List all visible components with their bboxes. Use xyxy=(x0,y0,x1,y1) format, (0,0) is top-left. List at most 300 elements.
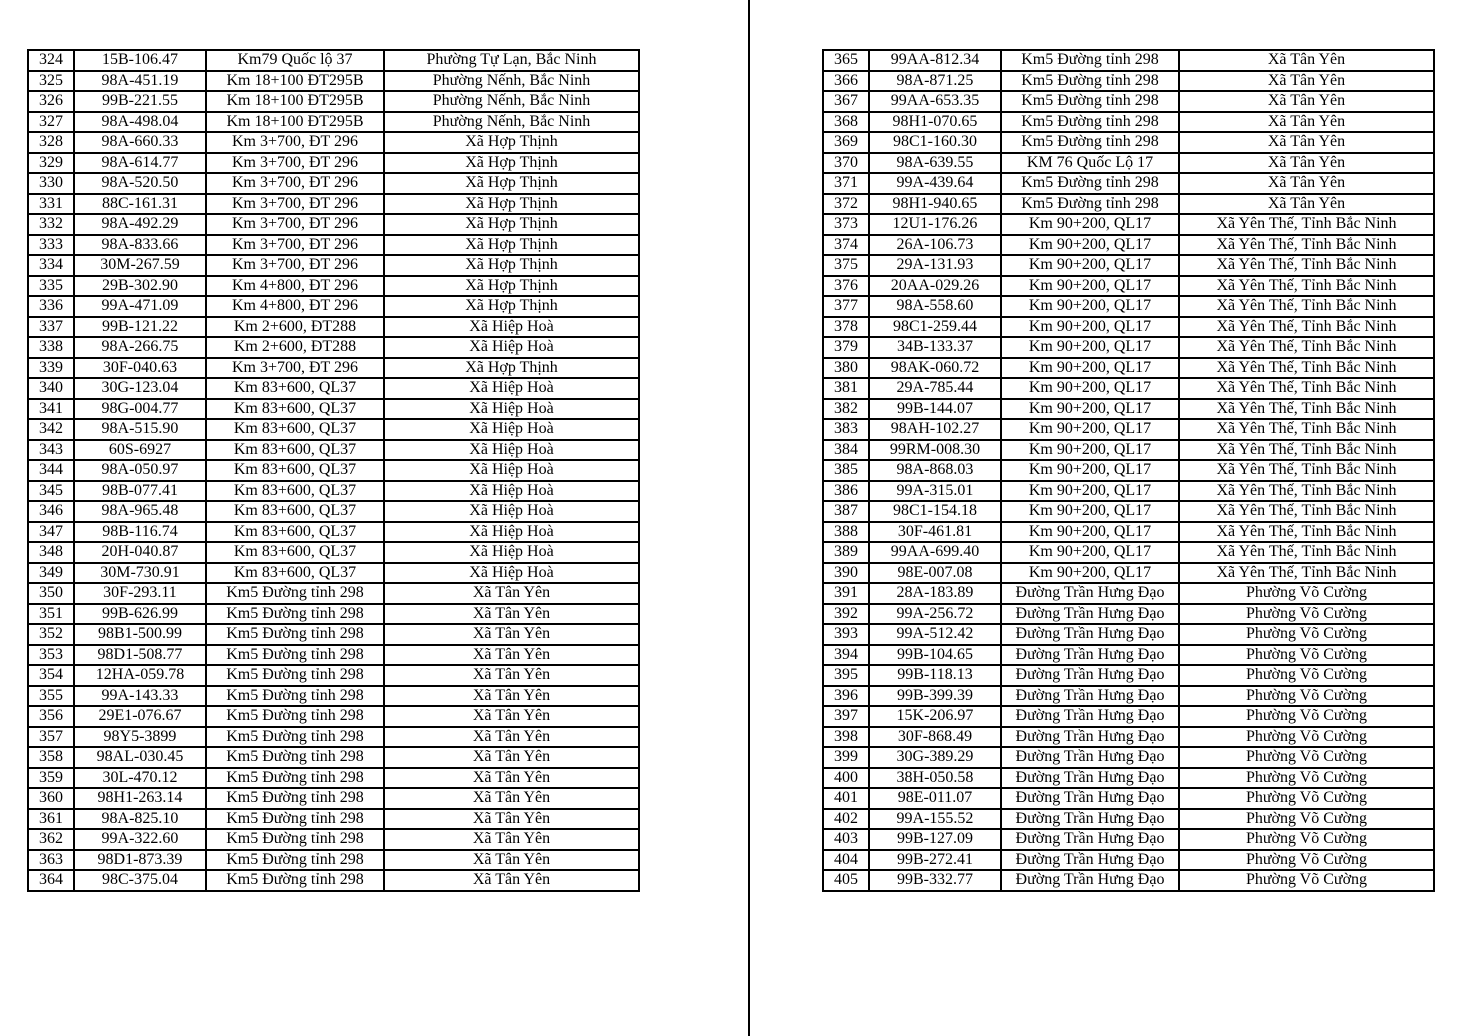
location-cell: Km5 Đường tỉnh 298 xyxy=(1001,91,1179,112)
location-cell: Km 2+600, ĐT288 xyxy=(206,317,384,338)
table-row xyxy=(823,358,1434,379)
ward-cell: Xã Yên Thế, Tỉnh Bắc Ninh xyxy=(1179,419,1434,440)
table-row xyxy=(823,604,1434,625)
location-cell: Đường Trần Hưng Đạo xyxy=(1001,809,1179,830)
location-cell: Km 83+600, QL37 xyxy=(206,399,384,420)
location-cell: Km5 Đường tỉnh 298 xyxy=(206,665,384,686)
ward-cell: Xã Tân Yên xyxy=(384,747,639,768)
location-cell: Km 90+200, QL17 xyxy=(1001,563,1179,584)
table-row xyxy=(28,91,639,112)
ward-cell: Xã Yên Thế, Tỉnh Bắc Ninh xyxy=(1179,481,1434,502)
location-cell: Km5 Đường tỉnh 298 xyxy=(1001,112,1179,133)
plate-number-cell: 98B-077.41 xyxy=(74,481,206,502)
row-number-cell: 337 xyxy=(28,317,74,338)
row-number-cell: 371 xyxy=(823,173,869,194)
plate-number-cell: 29A-785.44 xyxy=(869,378,1001,399)
location-cell: Km 90+200, QL17 xyxy=(1001,460,1179,481)
ward-cell: Xã Yên Thế, Tỉnh Bắc Ninh xyxy=(1179,255,1434,276)
table-row xyxy=(823,563,1434,584)
row-number-cell: 352 xyxy=(28,624,74,645)
location-cell: Đường Trần Hưng Đạo xyxy=(1001,747,1179,768)
plate-number-cell: 98H1-070.65 xyxy=(869,112,1001,133)
location-cell: Km5 Đường tỉnh 298 xyxy=(206,850,384,871)
row-number-cell: 358 xyxy=(28,747,74,768)
location-cell: Km5 Đường tỉnh 298 xyxy=(206,747,384,768)
location-cell: Km5 Đường tỉnh 298 xyxy=(1001,50,1179,71)
row-number-cell: 382 xyxy=(823,399,869,420)
location-cell: Km 3+700, ĐT 296 xyxy=(206,153,384,174)
ward-cell: Xã Tân Yên xyxy=(384,665,639,686)
row-number-cell: 386 xyxy=(823,481,869,502)
ward-cell: Xã Hợp Thịnh xyxy=(384,214,639,235)
ward-cell: Xã Hợp Thịnh xyxy=(384,153,639,174)
plate-number-cell: 99B-332.77 xyxy=(869,870,1001,891)
row-number-cell: 370 xyxy=(823,153,869,174)
table-row xyxy=(28,747,639,768)
location-cell: Km5 Đường tỉnh 298 xyxy=(206,768,384,789)
table-row xyxy=(28,686,639,707)
plate-number-cell: 98A-558.60 xyxy=(869,296,1001,317)
location-cell: Km 3+700, ĐT 296 xyxy=(206,255,384,276)
row-number-cell: 367 xyxy=(823,91,869,112)
row-number-cell: 393 xyxy=(823,624,869,645)
location-cell: Km 83+600, QL37 xyxy=(206,522,384,543)
table-row xyxy=(28,440,639,461)
table-row xyxy=(823,317,1434,338)
ward-cell: Xã Tân Yên xyxy=(384,604,639,625)
table-row xyxy=(28,501,639,522)
plate-number-cell: 88C-161.31 xyxy=(74,194,206,215)
ward-cell: Xã Hiệp Hoà xyxy=(384,542,639,563)
ward-cell: Xã Tân Yên xyxy=(384,850,639,871)
row-number-cell: 324 xyxy=(28,50,74,71)
row-number-cell: 399 xyxy=(823,747,869,768)
plate-number-cell: 98H1-263.14 xyxy=(74,788,206,809)
table-row xyxy=(823,583,1434,604)
ward-cell: Phường Võ Cường xyxy=(1179,686,1434,707)
table-row xyxy=(823,112,1434,133)
plate-number-cell: 98C1-154.18 xyxy=(869,501,1001,522)
row-number-cell: 387 xyxy=(823,501,869,522)
ward-cell: Phường Nếnh, Bắc Ninh xyxy=(384,112,639,133)
table-row xyxy=(823,132,1434,153)
ward-cell: Xã Hiệp Hoà xyxy=(384,378,639,399)
plate-number-cell: 98Y5-3899 xyxy=(74,727,206,748)
ward-cell: Xã Tân Yên xyxy=(1179,173,1434,194)
location-cell: Km 83+600, QL37 xyxy=(206,378,384,399)
location-cell: Đường Trần Hưng Đạo xyxy=(1001,706,1179,727)
table-row xyxy=(28,542,639,563)
ward-cell: Phường Võ Cường xyxy=(1179,665,1434,686)
plate-number-cell: 12HA-059.78 xyxy=(74,665,206,686)
violations-table-left xyxy=(27,49,640,892)
ward-cell: Phường Võ Cường xyxy=(1179,768,1434,789)
ward-cell: Xã Tân Yên xyxy=(1179,50,1434,71)
plate-number-cell: 30G-123.04 xyxy=(74,378,206,399)
ward-cell: Xã Hợp Thịnh xyxy=(384,173,639,194)
row-number-cell: 342 xyxy=(28,419,74,440)
ward-cell: Xã Hiệp Hoà xyxy=(384,317,639,338)
plate-number-cell: 98D1-508.77 xyxy=(74,645,206,666)
row-number-cell: 385 xyxy=(823,460,869,481)
table-row xyxy=(28,768,639,789)
row-number-cell: 405 xyxy=(823,870,869,891)
location-cell: Đường Trần Hưng Đạo xyxy=(1001,788,1179,809)
ward-cell: Xã Yên Thế, Tỉnh Bắc Ninh xyxy=(1179,542,1434,563)
plate-number-cell: 99B-626.99 xyxy=(74,604,206,625)
ward-cell: Phường Võ Cường xyxy=(1179,604,1434,625)
location-cell: Km 90+200, QL17 xyxy=(1001,419,1179,440)
row-number-cell: 397 xyxy=(823,706,869,727)
table-row xyxy=(28,624,639,645)
plate-number-cell: 29B-302.90 xyxy=(74,276,206,297)
ward-cell: Xã Yên Thế, Tỉnh Bắc Ninh xyxy=(1179,440,1434,461)
location-cell: Km 90+200, QL17 xyxy=(1001,501,1179,522)
table-row xyxy=(823,522,1434,543)
row-number-cell: 394 xyxy=(823,645,869,666)
table-row xyxy=(28,317,639,338)
table-row xyxy=(28,235,639,256)
location-cell: Km5 Đường tỉnh 298 xyxy=(1001,132,1179,153)
plate-number-cell: 98E-011.07 xyxy=(869,788,1001,809)
location-cell: Đường Trần Hưng Đạo xyxy=(1001,645,1179,666)
row-number-cell: 366 xyxy=(823,71,869,92)
plate-number-cell: 99A-256.72 xyxy=(869,604,1001,625)
plate-number-cell: 30F-040.63 xyxy=(74,358,206,379)
table-row xyxy=(823,747,1434,768)
location-cell: Km 18+100 ĐT295B xyxy=(206,112,384,133)
table-row xyxy=(823,686,1434,707)
table-row xyxy=(823,870,1434,891)
table-row xyxy=(823,71,1434,92)
table-row xyxy=(823,419,1434,440)
location-cell: Đường Trần Hưng Đạo xyxy=(1001,624,1179,645)
ward-cell: Phường Võ Cường xyxy=(1179,870,1434,891)
location-cell: Km5 Đường tỉnh 298 xyxy=(206,583,384,604)
table-row xyxy=(28,358,639,379)
table-row xyxy=(28,665,639,686)
row-number-cell: 326 xyxy=(28,91,74,112)
ward-cell: Phường Võ Cường xyxy=(1179,809,1434,830)
plate-number-cell: 99A-439.64 xyxy=(869,173,1001,194)
ward-cell: Xã Hợp Thịnh xyxy=(384,235,639,256)
location-cell: Đường Trần Hưng Đạo xyxy=(1001,829,1179,850)
location-cell: Km 3+700, ĐT 296 xyxy=(206,194,384,215)
ward-cell: Xã Tân Yên xyxy=(384,870,639,891)
table-row xyxy=(823,481,1434,502)
location-cell: Km5 Đường tỉnh 298 xyxy=(206,809,384,830)
ward-cell: Phường Nếnh, Bắc Ninh xyxy=(384,91,639,112)
table-row xyxy=(28,583,639,604)
row-number-cell: 355 xyxy=(28,686,74,707)
table-row xyxy=(823,542,1434,563)
table-row xyxy=(823,501,1434,522)
location-cell: Km5 Đường tỉnh 298 xyxy=(1001,71,1179,92)
location-cell: Đường Trần Hưng Đạo xyxy=(1001,583,1179,604)
ward-cell: Xã Tân Yên xyxy=(384,768,639,789)
row-number-cell: 396 xyxy=(823,686,869,707)
row-number-cell: 338 xyxy=(28,337,74,358)
table-row xyxy=(823,809,1434,830)
ward-cell: Xã Yên Thế, Tỉnh Bắc Ninh xyxy=(1179,235,1434,256)
location-cell: Km 83+600, QL37 xyxy=(206,481,384,502)
plate-number-cell: 99A-471.09 xyxy=(74,296,206,317)
ward-cell: Xã Yên Thế, Tỉnh Bắc Ninh xyxy=(1179,563,1434,584)
ward-cell: Xã Tân Yên xyxy=(384,727,639,748)
location-cell: Km 83+600, QL37 xyxy=(206,542,384,563)
plate-number-cell: 99A-315.01 xyxy=(869,481,1001,502)
ward-cell: Xã Tân Yên xyxy=(384,645,639,666)
ward-cell: Xã Yên Thế, Tỉnh Bắc Ninh xyxy=(1179,460,1434,481)
plate-number-cell: 99AA-653.35 xyxy=(869,91,1001,112)
location-cell: Km 3+700, ĐT 296 xyxy=(206,358,384,379)
row-number-cell: 329 xyxy=(28,153,74,174)
ward-cell: Xã Hiệp Hoà xyxy=(384,419,639,440)
table-row xyxy=(28,255,639,276)
table-row xyxy=(823,194,1434,215)
table-row xyxy=(823,768,1434,789)
plate-number-cell: 98AK-060.72 xyxy=(869,358,1001,379)
table-row xyxy=(28,419,639,440)
violations-table-right xyxy=(822,49,1435,892)
plate-number-cell: 99AA-812.34 xyxy=(869,50,1001,71)
location-cell: Km 90+200, QL17 xyxy=(1001,255,1179,276)
location-cell: Km5 Đường tỉnh 298 xyxy=(206,829,384,850)
table-row xyxy=(823,399,1434,420)
ward-cell: Xã Yên Thế, Tỉnh Bắc Ninh xyxy=(1179,337,1434,358)
row-number-cell: 374 xyxy=(823,235,869,256)
table-row xyxy=(28,153,639,174)
location-cell: Km 90+200, QL17 xyxy=(1001,235,1179,256)
row-number-cell: 388 xyxy=(823,522,869,543)
plate-number-cell: 98C-375.04 xyxy=(74,870,206,891)
row-number-cell: 380 xyxy=(823,358,869,379)
row-number-cell: 381 xyxy=(823,378,869,399)
plate-number-cell: 98A-868.03 xyxy=(869,460,1001,481)
plate-number-cell: 38H-050.58 xyxy=(869,768,1001,789)
table-row xyxy=(823,255,1434,276)
plate-number-cell: 99AA-699.40 xyxy=(869,542,1001,563)
table-row xyxy=(823,296,1434,317)
location-cell: Km 83+600, QL37 xyxy=(206,419,384,440)
table-row xyxy=(28,850,639,871)
ward-cell: Xã Hiệp Hoà xyxy=(384,399,639,420)
row-number-cell: 333 xyxy=(28,235,74,256)
table-row xyxy=(823,378,1434,399)
ward-cell: Xã Hiệp Hoà xyxy=(384,563,639,584)
plate-number-cell: 30G-389.29 xyxy=(869,747,1001,768)
row-number-cell: 347 xyxy=(28,522,74,543)
row-number-cell: 357 xyxy=(28,727,74,748)
location-cell: Km5 Đường tỉnh 298 xyxy=(206,727,384,748)
plate-number-cell: 99B-121.22 xyxy=(74,317,206,338)
table-row xyxy=(28,604,639,625)
location-cell: Km 90+200, QL17 xyxy=(1001,276,1179,297)
plate-number-cell: 99A-143.33 xyxy=(74,686,206,707)
ward-cell: Xã Hợp Thịnh xyxy=(384,255,639,276)
location-cell: Km 3+700, ĐT 296 xyxy=(206,214,384,235)
row-number-cell: 369 xyxy=(823,132,869,153)
table-row xyxy=(28,296,639,317)
table-row xyxy=(28,788,639,809)
table-row xyxy=(28,481,639,502)
row-number-cell: 390 xyxy=(823,563,869,584)
location-cell: Km 90+200, QL17 xyxy=(1001,481,1179,502)
location-cell: Đường Trần Hưng Đạo xyxy=(1001,665,1179,686)
plate-number-cell: 98AL-030.45 xyxy=(74,747,206,768)
plate-number-cell: 98H1-940.65 xyxy=(869,194,1001,215)
row-number-cell: 377 xyxy=(823,296,869,317)
plate-number-cell: 98C1-160.30 xyxy=(869,132,1001,153)
plate-number-cell: 99RM-008.30 xyxy=(869,440,1001,461)
table-row xyxy=(823,706,1434,727)
location-cell: Đường Trần Hưng Đạo xyxy=(1001,604,1179,625)
row-number-cell: 344 xyxy=(28,460,74,481)
table-row xyxy=(823,727,1434,748)
row-number-cell: 372 xyxy=(823,194,869,215)
table-row xyxy=(823,850,1434,871)
table-row xyxy=(28,214,639,235)
plate-number-cell: 99A-155.52 xyxy=(869,809,1001,830)
plate-number-cell: 98A-833.66 xyxy=(74,235,206,256)
plate-number-cell: 99A-512.42 xyxy=(869,624,1001,645)
ward-cell: Xã Yên Thế, Tỉnh Bắc Ninh xyxy=(1179,317,1434,338)
plate-number-cell: 20AA-029.26 xyxy=(869,276,1001,297)
row-number-cell: 401 xyxy=(823,788,869,809)
row-number-cell: 362 xyxy=(28,829,74,850)
plate-number-cell: 29E1-076.67 xyxy=(74,706,206,727)
location-cell: Km 90+200, QL17 xyxy=(1001,522,1179,543)
row-number-cell: 332 xyxy=(28,214,74,235)
plate-number-cell: 98E-007.08 xyxy=(869,563,1001,584)
plate-number-cell: 98AH-102.27 xyxy=(869,419,1001,440)
table-row xyxy=(28,50,639,71)
row-number-cell: 331 xyxy=(28,194,74,215)
table-row xyxy=(28,194,639,215)
table-row xyxy=(28,337,639,358)
row-number-cell: 373 xyxy=(823,214,869,235)
table-row xyxy=(823,173,1434,194)
table-row xyxy=(28,378,639,399)
ward-cell: Phường Nếnh, Bắc Ninh xyxy=(384,71,639,92)
row-number-cell: 335 xyxy=(28,276,74,297)
plate-number-cell: 98C1-259.44 xyxy=(869,317,1001,338)
plate-number-cell: 99B-272.41 xyxy=(869,850,1001,871)
table-row xyxy=(823,645,1434,666)
row-number-cell: 395 xyxy=(823,665,869,686)
ward-cell: Xã Hợp Thịnh xyxy=(384,276,639,297)
row-number-cell: 356 xyxy=(28,706,74,727)
row-number-cell: 389 xyxy=(823,542,869,563)
ward-cell: Phường Võ Cường xyxy=(1179,583,1434,604)
location-cell: Km 90+200, QL17 xyxy=(1001,378,1179,399)
table-row xyxy=(28,132,639,153)
ward-cell: Xã Tân Yên xyxy=(384,706,639,727)
ward-cell: Xã Hợp Thịnh xyxy=(384,296,639,317)
plate-number-cell: 30F-868.49 xyxy=(869,727,1001,748)
ward-cell: Phường Võ Cường xyxy=(1179,727,1434,748)
plate-number-cell: 98A-451.19 xyxy=(74,71,206,92)
row-number-cell: 336 xyxy=(28,296,74,317)
location-cell: Km 18+100 ĐT295B xyxy=(206,71,384,92)
ward-cell: Xã Hiệp Hoà xyxy=(384,501,639,522)
table-row xyxy=(28,399,639,420)
plate-number-cell: 99B-399.39 xyxy=(869,686,1001,707)
table-row xyxy=(28,173,639,194)
row-number-cell: 391 xyxy=(823,583,869,604)
row-number-cell: 328 xyxy=(28,132,74,153)
ward-cell: Xã Hợp Thịnh xyxy=(384,132,639,153)
ward-cell: Xã Yên Thế, Tỉnh Bắc Ninh xyxy=(1179,501,1434,522)
row-number-cell: 346 xyxy=(28,501,74,522)
table-row xyxy=(823,665,1434,686)
row-number-cell: 353 xyxy=(28,645,74,666)
location-cell: Km 90+200, QL17 xyxy=(1001,440,1179,461)
ward-cell: Xã Tân Yên xyxy=(1179,132,1434,153)
table-row xyxy=(28,112,639,133)
plate-number-cell: 99B-144.07 xyxy=(869,399,1001,420)
ward-cell: Xã Hiệp Hoà xyxy=(384,481,639,502)
plate-number-cell: 99B-127.09 xyxy=(869,829,1001,850)
location-cell: Km 18+100 ĐT295B xyxy=(206,91,384,112)
row-number-cell: 384 xyxy=(823,440,869,461)
plate-number-cell: 98A-871.25 xyxy=(869,71,1001,92)
ward-cell: Xã Tân Yên xyxy=(384,829,639,850)
ward-cell: Xã Yên Thế, Tỉnh Bắc Ninh xyxy=(1179,276,1434,297)
ward-cell: Xã Tân Yên xyxy=(384,583,639,604)
plate-number-cell: 98A-639.55 xyxy=(869,153,1001,174)
plate-number-cell: 15K-206.97 xyxy=(869,706,1001,727)
ward-cell: Phường Võ Cường xyxy=(1179,706,1434,727)
location-cell: Km 83+600, QL37 xyxy=(206,440,384,461)
table-row xyxy=(823,829,1434,850)
row-number-cell: 360 xyxy=(28,788,74,809)
location-cell: Km5 Đường tỉnh 298 xyxy=(206,645,384,666)
plate-number-cell: 60S-6927 xyxy=(74,440,206,461)
location-cell: Km5 Đường tỉnh 298 xyxy=(206,706,384,727)
ward-cell: Xã Hiệp Hoà xyxy=(384,460,639,481)
row-number-cell: 364 xyxy=(28,870,74,891)
location-cell: Km5 Đường tỉnh 298 xyxy=(206,624,384,645)
plate-number-cell: 98A-515.90 xyxy=(74,419,206,440)
location-cell: Đường Trần Hưng Đạo xyxy=(1001,727,1179,748)
row-number-cell: 375 xyxy=(823,255,869,276)
location-cell: Km 90+200, QL17 xyxy=(1001,358,1179,379)
row-number-cell: 361 xyxy=(28,809,74,830)
plate-number-cell: 99B-221.55 xyxy=(74,91,206,112)
ward-cell: Xã Yên Thế, Tỉnh Bắc Ninh xyxy=(1179,399,1434,420)
table-row xyxy=(823,153,1434,174)
table-row xyxy=(823,788,1434,809)
location-cell: Km5 Đường tỉnh 298 xyxy=(1001,194,1179,215)
plate-number-cell: 98A-614.77 xyxy=(74,153,206,174)
table-row xyxy=(823,440,1434,461)
table-row xyxy=(823,235,1434,256)
location-cell: Km5 Đường tỉnh 298 xyxy=(206,686,384,707)
plate-number-cell: 99A-322.60 xyxy=(74,829,206,850)
location-cell: Km 83+600, QL37 xyxy=(206,563,384,584)
plate-number-cell: 98A-050.97 xyxy=(74,460,206,481)
table-row xyxy=(823,460,1434,481)
location-cell: Km5 Đường tỉnh 298 xyxy=(1001,173,1179,194)
plate-number-cell: 30F-293.11 xyxy=(74,583,206,604)
plate-number-cell: 98A-825.10 xyxy=(74,809,206,830)
table-row xyxy=(823,337,1434,358)
ward-cell: Xã Yên Thế, Tỉnh Bắc Ninh xyxy=(1179,358,1434,379)
plate-number-cell: 98B1-500.99 xyxy=(74,624,206,645)
row-number-cell: 349 xyxy=(28,563,74,584)
ward-cell: Xã Tân Yên xyxy=(384,809,639,830)
